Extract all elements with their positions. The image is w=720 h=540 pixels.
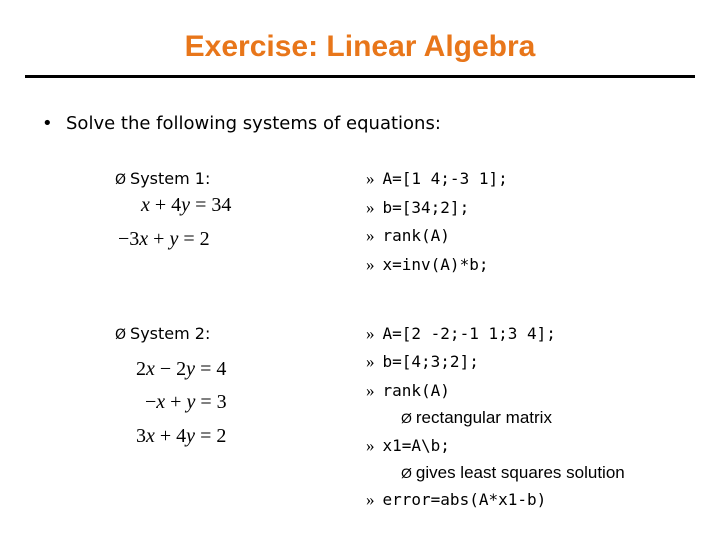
- command-marker-icon: »: [366, 169, 375, 188]
- system2-label: System 2:: [130, 324, 211, 343]
- command-marker-icon: »: [366, 198, 375, 217]
- arrow-bullet-icon: Ø: [115, 327, 127, 343]
- system2-equation-2: −x + y = 3: [145, 391, 227, 413]
- system2-note-1: Ø rectangular matrix: [401, 408, 552, 427]
- system1-command-4: » x=inv(A)*b;: [366, 255, 489, 274]
- arrow-bullet-icon: Ø: [401, 465, 412, 481]
- system2-equation-3: 3x + 4y = 2: [136, 425, 227, 447]
- system2-equation-1: 2x − 2y = 4: [136, 358, 227, 380]
- system1-command-1: » A=[1 4;-3 1];: [366, 169, 508, 188]
- system2-label-row: [115, 324, 210, 343]
- system2-command-1: » A=[2 -2;-1 1;3 4];: [366, 324, 556, 343]
- command-marker-icon: »: [366, 255, 375, 274]
- system1-command-3: » rank(A): [366, 226, 450, 245]
- system2-command-2: » b=[4;3;2];: [366, 352, 479, 371]
- title-divider: [25, 75, 695, 78]
- command-marker-icon: »: [366, 490, 375, 509]
- command-marker-icon: »: [366, 324, 375, 343]
- system2-command-5: » error=abs(A*x1-b): [366, 490, 547, 509]
- command-marker-icon: »: [366, 226, 375, 245]
- main-bullet: [42, 113, 441, 134]
- system2-command-4: » x1=A\b;: [366, 436, 450, 455]
- system2-command-3: » rank(A): [366, 381, 450, 400]
- bullet-text: Solve the following systems of equations:: [66, 113, 441, 134]
- system1-equation-1: x + 4y = 34: [141, 194, 232, 216]
- command-marker-icon: »: [366, 352, 375, 371]
- arrow-bullet-icon: Ø: [115, 172, 127, 188]
- system1-label-row: [115, 169, 210, 188]
- command-marker-icon: »: [366, 381, 375, 400]
- system1-label: System 1:: [130, 169, 211, 188]
- system1-command-2: » b=[34;2];: [366, 198, 470, 217]
- system2-note-2: Ø gives least squares solution: [401, 463, 625, 482]
- arrow-bullet-icon: Ø: [401, 410, 412, 426]
- system1-equation-2: −3x + y = 2: [118, 228, 210, 250]
- command-marker-icon: »: [366, 436, 375, 455]
- slide-title: Exercise: Linear Algebra: [184, 30, 536, 63]
- bullet-dot-icon: •: [42, 113, 53, 134]
